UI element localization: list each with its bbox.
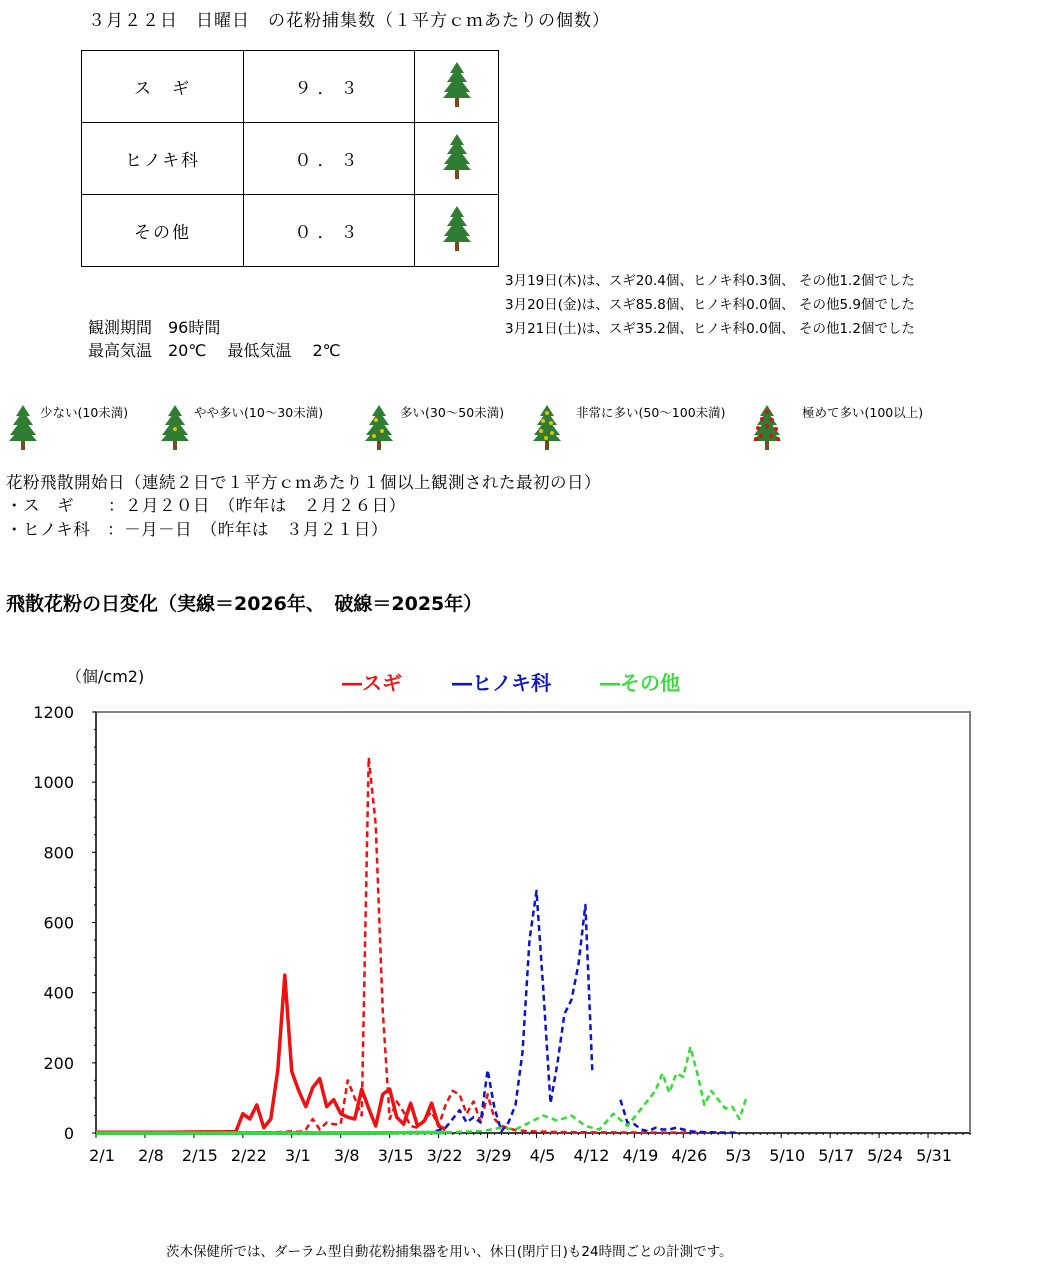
start-date-sugi: ・ス ギ ：２月２０日 （昨年は ２月２６日）	[6, 496, 406, 515]
series-line	[620, 1100, 739, 1133]
y-tick-label: 1200	[33, 703, 74, 722]
pollen-line-chart	[0, 640, 1057, 1165]
previous-day-text: 3月19日(木)は、スギ20.4個、ヒノキ科0.3個、 その他1.2個でした	[505, 273, 915, 289]
previous-day-text: 3月21日(土)は、スギ35.2個、ヒノキ科0.0個、 その他1.2個でした	[505, 321, 915, 337]
series-line	[96, 1047, 746, 1133]
pollen-count-cell: ０．３	[244, 195, 415, 267]
pollen-count-cell: ９．３	[244, 51, 415, 123]
y-tick-label: 400	[43, 983, 74, 1003]
y-tick-label: 1000	[33, 773, 74, 793]
pollen-count-cell: ０．３	[244, 123, 415, 195]
x-tick-label: 2/15	[181, 1146, 218, 1165]
x-tick-label: 5/31	[916, 1146, 953, 1165]
start-date-heading: 花粉飛散開始日（連続２日で１平方ｃｍあたり１個以上観測された最初の日）	[6, 473, 601, 492]
legend-level-label: やや多い(10～30未満)	[194, 405, 324, 420]
series-line	[96, 758, 725, 1133]
table-row	[82, 123, 499, 195]
legend-level-label: 多い(30～50未満)	[400, 405, 505, 420]
y-tick-label: 800	[43, 843, 74, 863]
legend-level-label: 少ない(10未満)	[40, 405, 129, 420]
x-tick-label: 3/15	[377, 1146, 414, 1165]
y-tick-label: 0	[63, 1124, 74, 1143]
y-tick-label: 200	[43, 1053, 74, 1073]
chart-legend-entry: ―スギ	[342, 671, 402, 695]
observation-period: 観測期間 96時間	[88, 318, 221, 337]
tree-icon-few	[442, 132, 472, 185]
level-icon-cell	[415, 123, 499, 195]
legend-level-label: 非常に多い(50～100未満)	[576, 405, 726, 420]
footnote: 茨木保健所では、ダーラム型自動花粉捕集器を用い、休日(閉庁日)も24時間ごとの計測です。	[166, 1244, 733, 1260]
pollen-type-cell: ス ギ	[82, 51, 244, 123]
table-row	[82, 51, 499, 123]
x-tick-label: 5/10	[769, 1146, 806, 1165]
x-tick-label: 2/22	[230, 1146, 267, 1165]
page-title: ３月２２日 日曜日 の花粉捕集数（１平方ｃｍあたりの個数）	[88, 11, 610, 31]
x-tick-label: 3/8	[333, 1146, 360, 1165]
pollen-type-cell: ヒノキ科	[82, 123, 244, 195]
chart-legend-entry: ―その他	[600, 671, 680, 695]
x-tick-label: 2/1	[89, 1146, 115, 1165]
level-icon-cell	[415, 51, 499, 123]
series-line	[96, 891, 592, 1133]
y-axis-label: （個/cm2)	[66, 667, 145, 686]
table-row	[82, 195, 499, 267]
tree-icon-few	[442, 60, 472, 113]
x-tick-label: 3/1	[284, 1146, 311, 1165]
x-tick-label: 4/26	[671, 1146, 708, 1165]
x-tick-label: 5/17	[818, 1146, 855, 1165]
pollen-count-table	[81, 50, 499, 267]
start-date-hinoki: ・ヒノキ科 ：－月－日 （昨年は ３月２１日）	[6, 520, 388, 539]
chart-title: 飛散花粉の日変化（実線＝2026年、 破線＝2025年）	[6, 593, 483, 615]
x-tick-label: 4/5	[529, 1146, 556, 1165]
legend-level-label: 極めて多い(100以上)	[802, 405, 924, 420]
x-tick-label: 3/22	[426, 1146, 463, 1165]
x-tick-label: 4/12	[573, 1146, 610, 1165]
x-tick-label: 2/8	[138, 1146, 164, 1165]
x-tick-label: 4/19	[622, 1146, 659, 1165]
y-tick-label: 600	[43, 913, 74, 933]
x-tick-label: 3/29	[475, 1146, 512, 1165]
x-tick-label: 5/3	[725, 1146, 752, 1165]
tree-icon-few	[442, 204, 472, 257]
pollen-type-cell: その他	[82, 195, 244, 267]
temperature-text: 最高気温 20℃ 最低気温 2℃	[88, 341, 341, 360]
level-icon-cell	[415, 195, 499, 267]
chart-legend-entry: ―ヒノキ科	[452, 671, 551, 695]
x-tick-label: 5/24	[867, 1146, 904, 1165]
previous-day-text: 3月20日(金)は、スギ85.8個、ヒノキ科0.0個、 その他5.9個でした	[505, 297, 915, 313]
